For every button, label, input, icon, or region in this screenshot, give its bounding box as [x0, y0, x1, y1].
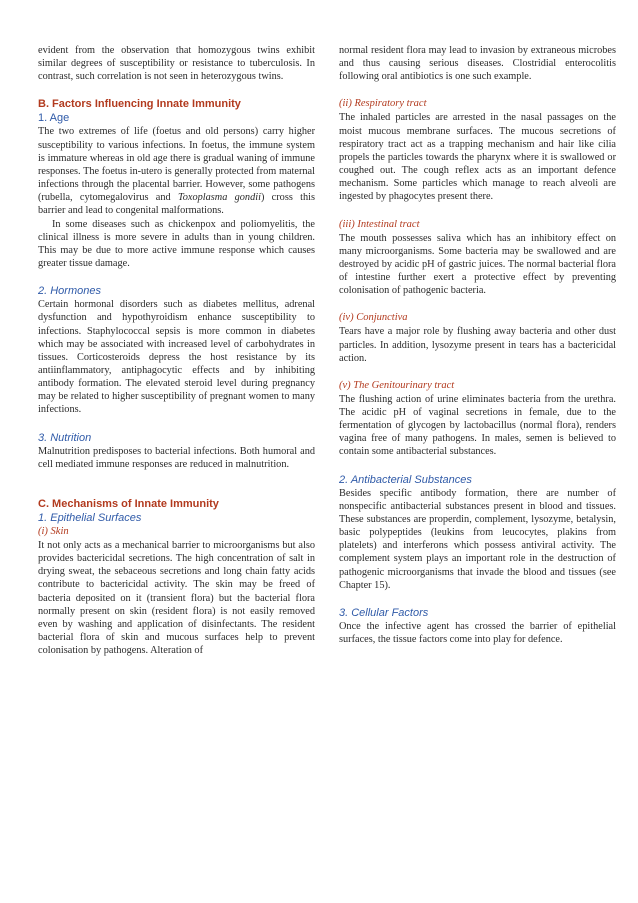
paragraph-conjunctiva: Tears have a major role by flushing away bacteria and other dust particles. In addition, lysozyme present in tears has a bactericidal action.	[339, 326, 616, 364]
subheading-age: 1. Age	[38, 112, 70, 125]
heading-mechanisms-innate-immunity: C. Mechanisms of Innate Immunity	[38, 497, 219, 510]
paragraph-intestinal: The mouth possesses saliva which has an inhibitory effect on many microorganisms. Some bacteria may be swallowed and are destroyed by acidic pH of gastric juices. The normal bacterial flora of intestine further exert a protective effect by preventing colonisation of pathogenic bacteria.	[339, 232, 616, 297]
paragraph-age-1-part-b: ) cross this barrier and lead to congenital malformations.	[38, 192, 315, 217]
subheading-intestinal-tract: (iii) Intestinal tract	[339, 218, 420, 230]
paragraph-respiratory: The inhaled particles are arrested in the nasal passages on the moist mucous membrane surfaces. The mucous secretions of respiratory tract act as a trapping mechanism and hair like cilia propels the particles towards the pharynx where it is swallowed or coughed out. The cough reflex acts as an important defence mechanism. Some particles which manage to reach alveoli are ingested by phagocytes present there.	[339, 112, 616, 203]
pathogen-name: Toxoplasma gondii	[177, 192, 261, 204]
left-column	[38, 44, 315, 657]
subheading-genitourinary-tract: (v) The Genitourinary tract	[339, 379, 455, 391]
subheading-respiratory-tract: (ii) Respiratory tract	[339, 98, 427, 110]
subheading-hormones: 2. Hormones	[38, 285, 101, 298]
subheading-skin: (i) Skin	[38, 525, 69, 537]
paragraph-age-1-part-a: The two extremes of life (foetus and old persons) carry higher susceptibility to various infections. In foetus, the immune system is immature whereas in old age there is gradual waning of immune responses. The foetus in-utero is generally protected from maternal infections through the placental barrier. However, some pathogens (rubella, cytomegalovirus and	[38, 126, 315, 204]
paragraph-nutrition: Malnutrition predisposes to bacterial infections. Both humoral and cell mediated immune responses are reduced in malnutrition.	[38, 445, 315, 470]
paragraph-age-2: In some diseases such as chickenpox and poliomyelitis, the clinical illness is more severe in adults than in young children. This may be due to more active immune response which causes greater tissue damage.	[38, 218, 315, 270]
paragraph-skin: It not only acts as a mechanical barrier to microorganisms but also provides bactericidal secretions. The high concentration of salt in drying sweat, the sebaceous secretions and long chain fatty acids contribute to bactericidal activity. The skin may be freed of bacteria deposited on it (transient flora) but the bacterial flora normally present on skin (resident flora) is not easily removed even by washing and application of disinfectants. The resident bacterial flora of skin and mucous surfaces help to prevent colonisation by pathogens. Alteration of	[38, 539, 315, 657]
paragraph-antibacterial: Besides specific antibody formation, there are number of nonspecific antibacterial substances present in blood and tissues. These substances are properdin, complement, lysozyme, betalysin, basic polypeptides (leukins from leucocytes, plakins from platelets) and interferons which possess antiviral activity. The complement system plays an important role in the destruction of pathogenic microorganisms that invade the blood and tissues (see Chapter 15).	[339, 487, 616, 591]
subheading-epithelial-surfaces: 1. Epithelial Surfaces	[38, 511, 142, 524]
heading-factors-innate-immunity: B. Factors Influencing Innate Immunity	[38, 98, 241, 111]
subheading-nutrition: 3. Nutrition	[38, 431, 92, 444]
intro-paragraph: evident from the observation that homozygous twins exhibit similar degrees of susceptibility or resistance to tuberculosis. In contrast, such correlation is not seen in heterozygous twins.	[38, 45, 315, 83]
paragraph-genitourinary: The flushing action of urine eliminates bacteria from the urethra. The acidic pH of vaginal secretions in female, due to the fermentation of glycogen by lactobacillus (normal flora), renders vagina free of many pathogens. In males, semen is believed to contain some antibacterial substances.	[339, 393, 616, 458]
continuation-paragraph: normal resident flora may lead to invasion by extraneous microbes and thus causing serious diseases. Clostridial enterocolitis following oral antibiotics is one such example.	[339, 45, 616, 83]
paragraph-hormones: Certain hormonal disorders such as diabetes mellitus, adrenal dysfunction and hypothyroidism enhance susceptibility to infections. Staphylococcal sepsis is more common in diabetes which may be associated with increased level of carbohydrates in tissues. Corticosteroids depress the host resistance by its antiinflammatory, antiphagocytic effects and by inhibiting antibody formation. The elevated steroid level during pregnancy may be related to higher susceptibility of pregnant women to many infections.	[38, 299, 315, 416]
right-column	[339, 44, 616, 646]
paragraph-cellular: Once the infective agent has crossed the barrier of epithelial surfaces, the tissue factors come into play for defence.	[339, 620, 616, 645]
subheading-cellular-factors: 3. Cellular Factors	[339, 606, 429, 619]
subheading-conjunctiva: (iv) Conjunctiva	[339, 312, 408, 324]
subheading-antibacterial-substances: 2. Antibacterial Substances	[339, 473, 472, 486]
paragraph-age-1	[38, 125, 315, 217]
